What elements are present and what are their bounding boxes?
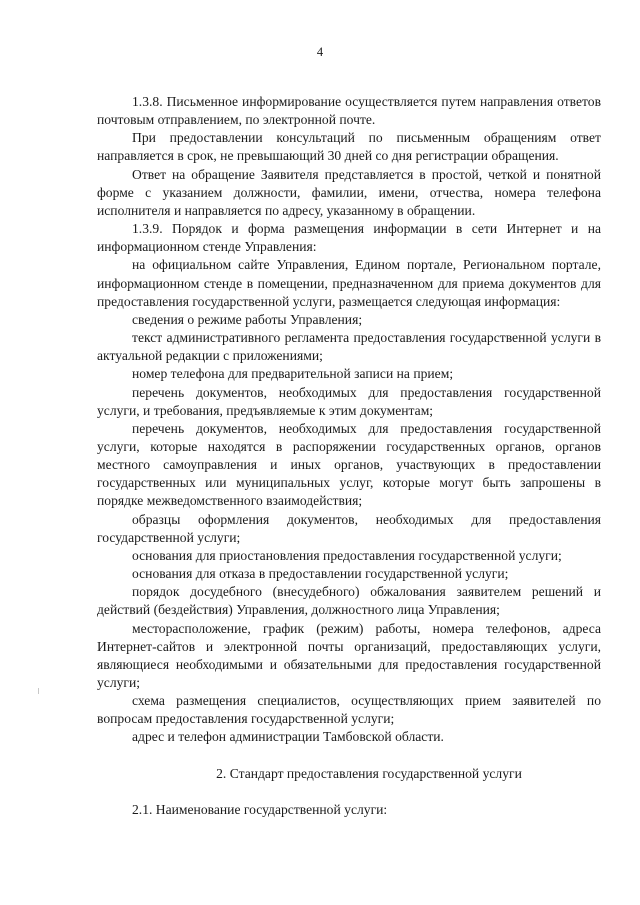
- list-item-regulation-text: текст административного регламента предоставления государственной услуги в актуальной редакции с приложениями;: [97, 330, 601, 364]
- paragraph-placement: на официальном сайте Управления, Едином портале, Региональном портале, информационном стенде в помещении, предназначенном для приема документов для предоставления государственной услуги, размещается следующая информация:: [97, 257, 601, 309]
- list-item-document-samples: образцы оформления документов, необходимых для предоставления государственной услуги;: [97, 511, 601, 545]
- list-item-appeal-procedure: порядок досудебного (внесудебного) обжалования заявителем решений и действий (бездействия) Управления, должностного лица Управления;: [97, 584, 601, 618]
- list-item-documents: перечень документов, необходимых для предоставления государственной услуги, и требования, предъявляемые к этим документам;: [97, 384, 601, 418]
- paragraph-1-3-8: 1.3.8. Письменное информирование осуществляется путем направления ответов почтовым отправлением, по электронной почте.: [97, 94, 601, 128]
- list-item-interagency-documents: перечень документов, необходимых для предоставления государственной услуги, которые находятся в распоряжении государственных органов, органов местного самоуправления и иных органов, участвующих в предоставлении государственных или муниципальных услуг, которые могут быть запрошены в порядке межведомственного взаимодействия;: [97, 420, 601, 509]
- margin-mark: [38, 688, 39, 694]
- paragraph-1-3-9: 1.3.9. Порядок и форма размещения информации в сети Интернет и на информационном стенде Управления:: [97, 221, 601, 255]
- list-item-administration-address: адрес и телефон администрации Тамбовской области.: [132, 729, 444, 745]
- subsection-2-1: 2.1. Наименование государственной услуги:: [132, 801, 388, 817]
- list-item-refusal-grounds: основания для отказа в предоставлении государственной услуги;: [132, 566, 509, 582]
- list-item-suspension-grounds: основания для приостановления предоставления государственной услуги;: [132, 547, 562, 563]
- list-item-phone: номер телефона для предварительной записи на прием;: [132, 366, 454, 382]
- paragraph-response-deadline: При предоставлении консультаций по письменным обращениям ответ направляется в срок, не превышающий 30 дней со дня регистрации обращения.: [97, 130, 601, 164]
- list-item-work-schedule: сведения о режиме работы Управления;: [132, 311, 363, 327]
- paragraph-response-form: Ответ на обращение Заявителя представляется в простой, четкой и понятной форме с указанием должности, фамилии, имени, отчества, номера телефона исполнителя и направляется по адресу, указанному в обращении.: [97, 166, 601, 218]
- document-body: [97, 93, 601, 819]
- page-number: 4: [316, 45, 324, 59]
- list-item-organizations: месторасположение, график (режим) работы, номера телефонов, адреса Интернет-сайтов и электронной почты организаций, предоставляющих услуги, являющиеся необходимыми и обязательными для предоставления государственной услуги;: [97, 620, 601, 690]
- list-item-specialists-scheme: схема размещения специалистов, осуществляющих прием заявителей по вопросам предоставления государственной услуги;: [97, 693, 601, 727]
- spacer: [97, 783, 601, 801]
- spacer: [97, 747, 601, 765]
- section-heading: 2. Стандарт предоставления государственной услуги: [216, 765, 522, 781]
